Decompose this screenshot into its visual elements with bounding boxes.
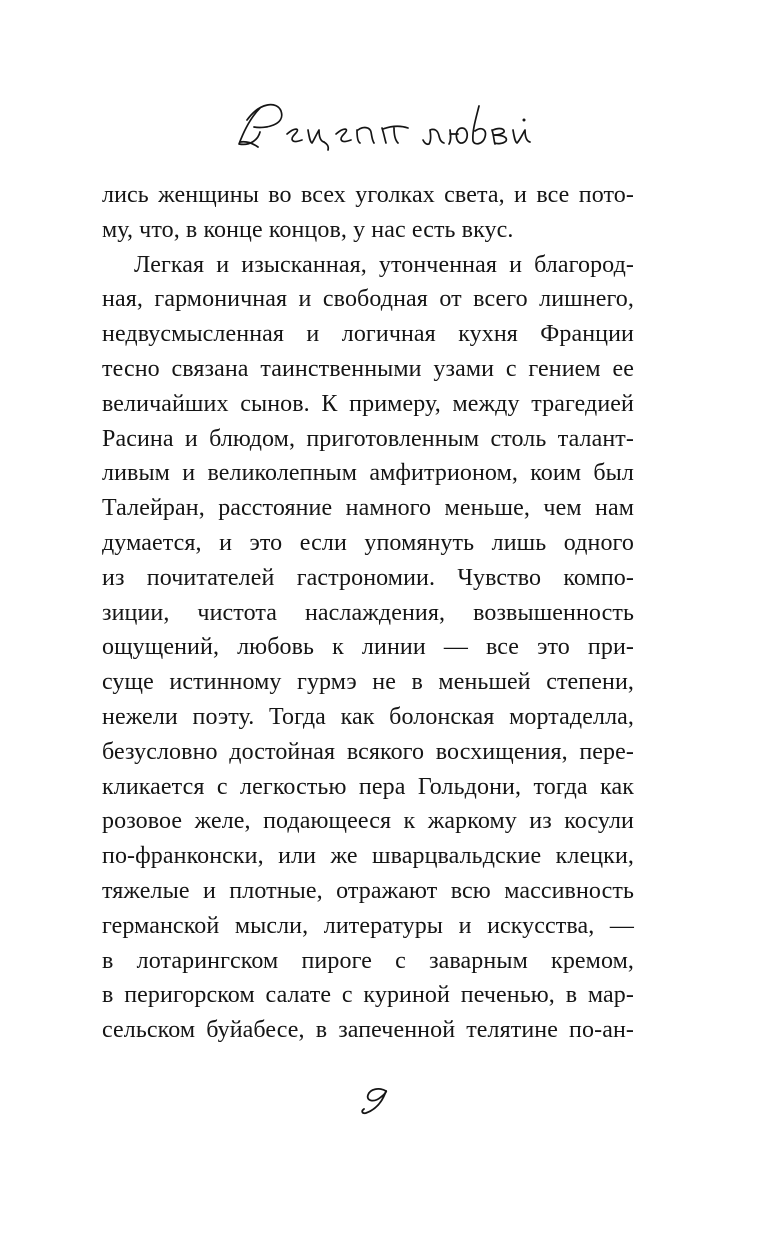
text-line: по-франконски, или же шварцвальдские клецки, xyxy=(102,843,634,870)
page-number-calligraphy xyxy=(352,1078,416,1118)
text-line: му, что, в конце концов, у нас есть вкус. xyxy=(102,216,514,243)
running-title-calligraphy xyxy=(232,96,536,158)
text-line: тесно связана таинственными узами с гением ее xyxy=(102,355,634,382)
running-header xyxy=(0,96,768,166)
text-line: суще истинному гурмэ не в меньшей степени, xyxy=(102,669,634,696)
text-line: думается, и это если упомянуть лишь одного xyxy=(102,529,634,556)
page-number xyxy=(0,1078,768,1118)
body-text xyxy=(102,178,634,1048)
text-line: безусловно достойная всякого восхищения, пере- xyxy=(102,738,634,765)
text-line: зиции, чистота наслаждения, возвышенность xyxy=(102,599,634,626)
text-line: недвусмысленная и логичная кухня Франции xyxy=(102,321,634,348)
text-line: в лотарингском пироге с заварным кремом, xyxy=(102,947,634,974)
text-line: из почитателей гастрономии. Чувство компо- xyxy=(102,564,634,591)
text-line: Расина и блюдом, приготовленным столь талант- xyxy=(102,425,634,452)
text-line: лись женщины во всех уголках света, и все пото- xyxy=(102,182,634,208)
text-line: Талейран, расстояние намного меньше, чем нам xyxy=(102,495,634,522)
text-line: ощущений, любовь к линии — все это при- xyxy=(102,634,634,661)
text-line: германской мысли, литературы и искусства, — xyxy=(102,912,634,939)
text-line: розовое желе, подающееся к жаркому из косули xyxy=(102,808,634,835)
text-line: нежели поэту. Тогда как болонская мортаделла, xyxy=(102,703,634,730)
text-line: в перигорском салате с куриной печенью, в мар- xyxy=(102,982,634,1009)
text-line: ная, гармоничная и свободная от всего лишнего, xyxy=(102,286,634,313)
text-line: ливым и великолепным амфитрионом, коим был xyxy=(102,460,634,487)
text-line: Легкая и изысканная, утонченная и благород- xyxy=(134,251,634,278)
text-line: величайших сынов. К примеру, между трагедией xyxy=(102,390,634,417)
text-line: тяжелые и плотные, отражают всю массивность xyxy=(102,877,634,904)
text-line: сельском буйабесе, в запеченной телятине по-ан- xyxy=(102,1017,634,1044)
text-line: кликается с легкостью пера Гольдони, тогда как xyxy=(102,773,634,800)
